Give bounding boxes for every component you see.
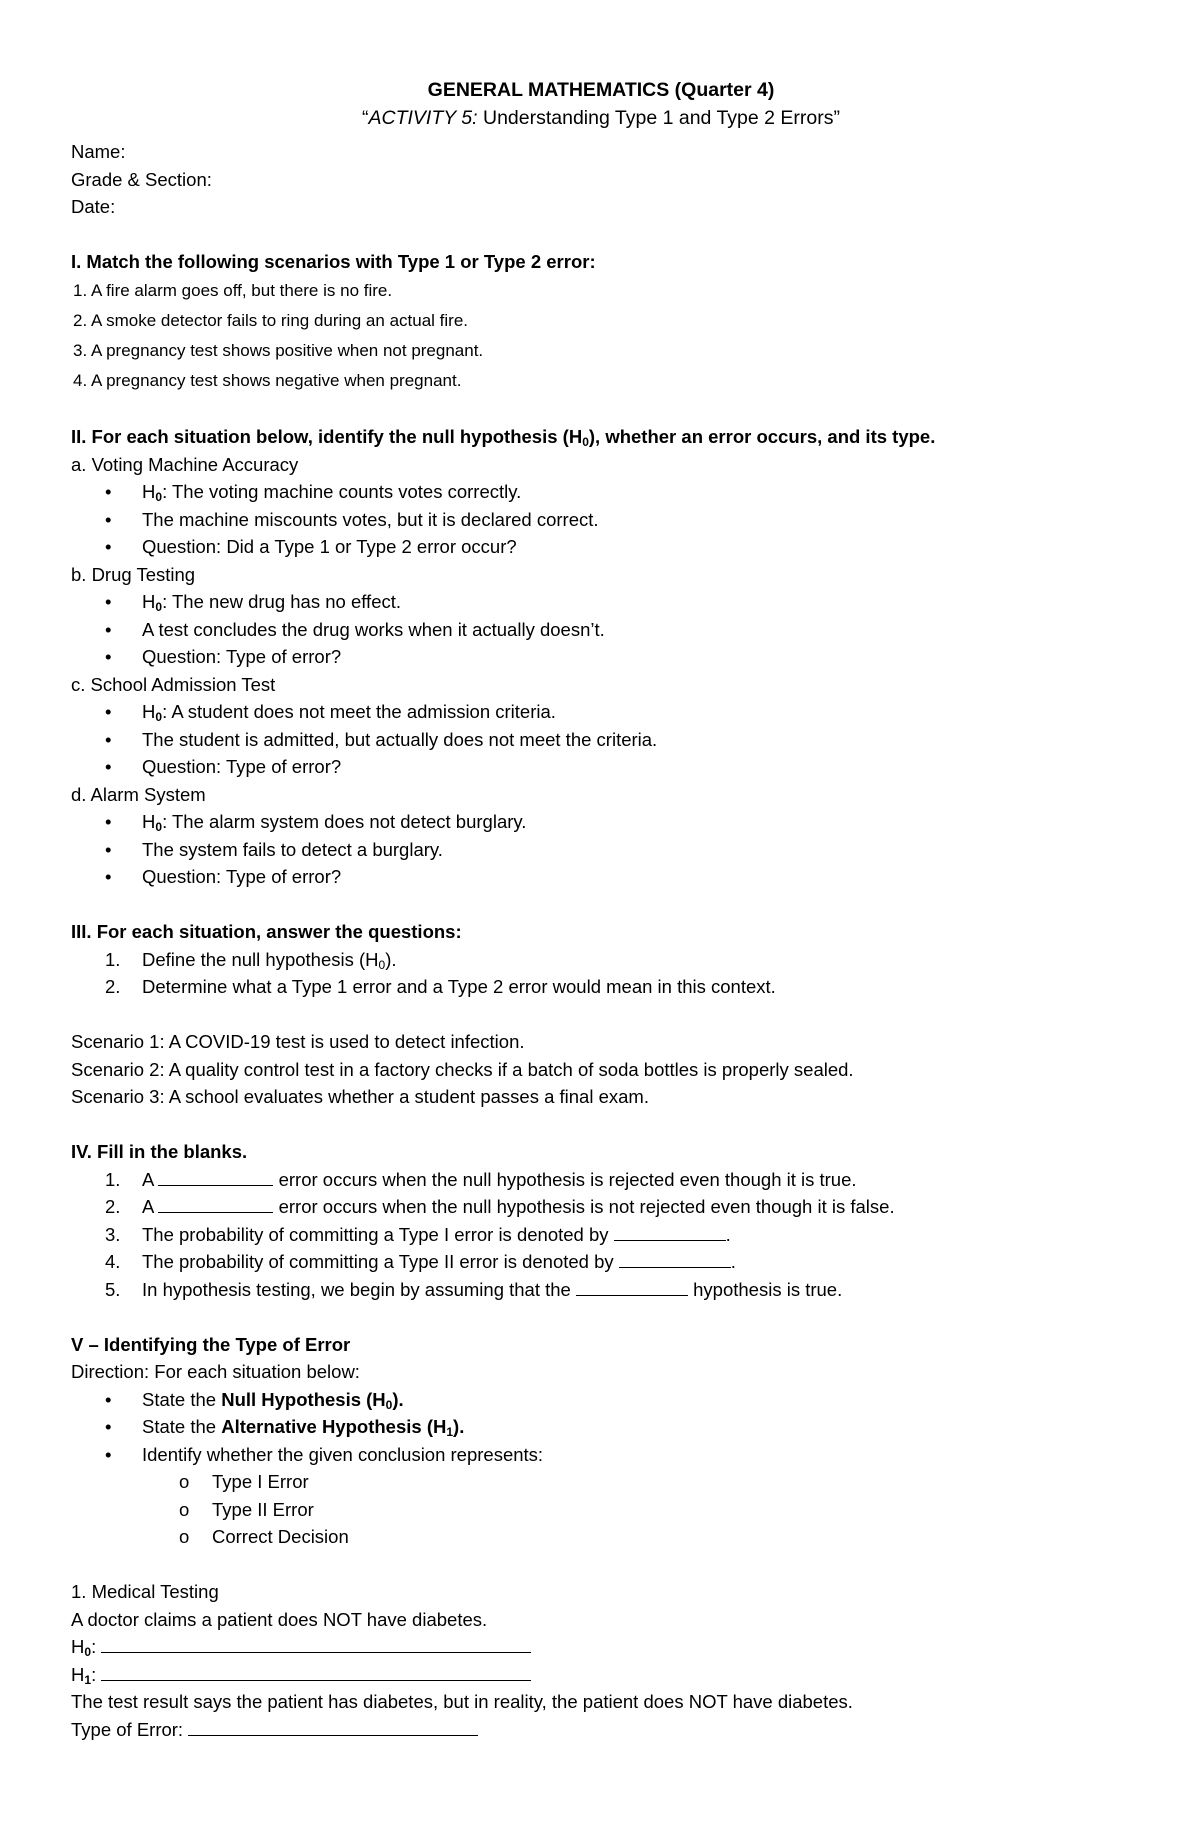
type-of-error-line: Type of Error: xyxy=(71,1716,1131,1744)
worksheet-title: GENERAL MATHEMATICS (Quarter 4) xyxy=(427,79,775,101)
instruction-item: • State the Alternative Hypothesis $(H_1)$. xyxy=(105,1416,465,1439)
case-null-hypothesis: • $H_0$: The alarm system does not detect burglary. xyxy=(105,811,527,834)
answer-blank[interactable] xyxy=(619,1249,731,1268)
case-title: a. Voting Machine Accuracy xyxy=(71,453,299,475)
fill-blank-item: 1. A error occurs when the null hypothesis is rejected even though it is true. xyxy=(105,1168,857,1190)
case-scenario: • The student is admitted, but actually does not meet the criteria. xyxy=(105,728,658,750)
case-null-hypothesis: • $H_0$: The voting machine counts votes correctly. xyxy=(105,481,522,504)
direction-text: Direction: For each situation below: xyxy=(71,1361,360,1382)
case-title: b. Drug Testing xyxy=(71,563,196,585)
case-scenario: • A test concludes the drug works when it actually doesn’t. xyxy=(105,618,605,640)
list-item: 2. A smoke detector fails to ring during an actual fire. xyxy=(73,310,468,330)
case-question: • Question: Type of error? xyxy=(105,866,342,887)
case-title: d. Alarm System xyxy=(71,783,206,805)
name-field-label: Name: xyxy=(71,141,126,162)
fill-blank-item: 3. The probability of committing a Type I error is denoted by . xyxy=(105,1223,731,1245)
instruction-item: • Identify whether the given conclusion represents: xyxy=(105,1443,544,1465)
answer-blank[interactable] xyxy=(576,1277,688,1296)
instruction-item: • State the Null Hypothesis $(H_0)$. xyxy=(105,1388,404,1412)
question-item: 1. Define the null hypothesis $(H_0)$. xyxy=(105,948,397,972)
problem-result: The test result says the patient has diabetes, but in reality, the patient does NOT have diabetes. xyxy=(71,1691,853,1712)
case-null-hypothesis: • $H_0$: A student does not meet the admission criteria. xyxy=(105,701,556,724)
answer-blank[interactable] xyxy=(158,1167,273,1186)
h0-answer-line: $H_0$: xyxy=(71,1633,1131,1661)
answer-blank[interactable] xyxy=(101,1662,531,1681)
fill-blank-item: 5. In hypothesis testing, we begin by assuming that the hypothesis is true. xyxy=(105,1278,843,1300)
scenario-line: Scenario 3: A school evaluates whether a student passes a final exam. xyxy=(71,1086,649,1107)
question-item: 2. Determine what a Type 1 error and a Type 2 error would mean in this context. xyxy=(105,976,776,997)
list-item: 4. A pregnancy test shows negative when pregnant. xyxy=(73,370,462,390)
section-5-heading: V – Identifying the Type of Error xyxy=(71,1333,351,1355)
case-scenario: • The machine miscounts votes, but it is declared correct. xyxy=(105,508,599,530)
grade-section-label: Grade & Section: xyxy=(71,168,212,190)
problem-title: 1. Medical Testing xyxy=(71,1581,219,1602)
fill-blank-item: 4. The probability of committing a Type II error is denoted by . xyxy=(105,1251,736,1272)
activity-subtitle: “ACTIVITY 5: Understanding Type 1 and Type 2 Errors” xyxy=(361,107,840,129)
option-item: o Correct Decision xyxy=(179,1526,349,1547)
case-question: • Question: Type of error? xyxy=(105,756,342,777)
answer-blank[interactable] xyxy=(188,1717,478,1736)
section-3-heading: III. For each situation, answer the questions: xyxy=(71,921,462,942)
scenario-line: Scenario 1: A COVID-19 test is used to detect infection. xyxy=(71,1031,525,1052)
case-question: • Question: Did a Type 1 or Type 2 error occur? xyxy=(105,536,517,557)
answer-blank[interactable] xyxy=(614,1222,726,1241)
case-title: c. School Admission Test xyxy=(71,673,276,695)
section-4-heading: IV. Fill in the blanks. xyxy=(71,1141,248,1162)
list-item: 3. A pregnancy test shows positive when not pregnant. xyxy=(73,340,484,360)
problem-claim: A doctor claims a patient does NOT have diabetes. xyxy=(71,1608,488,1630)
option-item: o Type II Error xyxy=(179,1498,314,1520)
worksheet xyxy=(71,76,1131,1743)
list-item: 1. A fire alarm goes off, but there is no fire. xyxy=(73,280,393,300)
date-label: Date: xyxy=(71,196,116,217)
case-question: • Question: Type of error? xyxy=(105,646,342,667)
answer-blank[interactable] xyxy=(158,1194,273,1213)
answer-blank[interactable] xyxy=(101,1634,531,1653)
case-null-hypothesis: • $H_0$: The new drug has no effect. xyxy=(105,591,402,614)
option-item: o Type I Error xyxy=(179,1471,309,1492)
h1-answer-line: $H_1$: xyxy=(71,1661,1131,1689)
section-2-heading: II. For each situation below, identify the null hypothesis $(H_0)$, whether an error occurs, and its type. xyxy=(71,426,936,449)
fill-blank-item: 2. A error occurs when the null hypothesis is not rejected even though it is false. xyxy=(105,1196,895,1217)
scenario-line: Scenario 2: A quality control test in a factory checks if a batch of soda bottles is properly sealed. xyxy=(71,1058,854,1080)
case-scenario: • The system fails to detect a burglary. xyxy=(105,838,443,860)
section-1-heading: I. Match the following scenarios with Type 1 or Type 2 error: xyxy=(71,251,596,272)
